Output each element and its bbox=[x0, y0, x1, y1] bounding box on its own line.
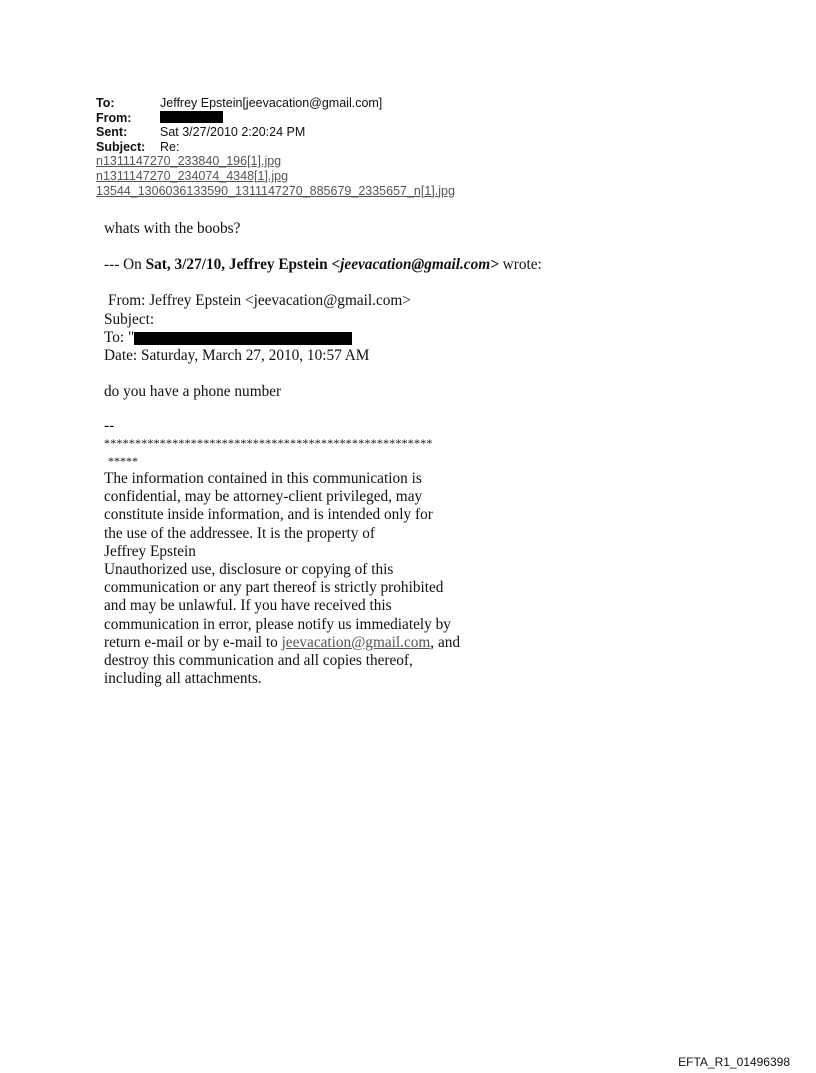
quote-from-line: From: Jeffrey Epstein <jeevacation@gmail.com> bbox=[108, 292, 411, 310]
sent-row bbox=[96, 125, 455, 140]
subject-value: Re: bbox=[160, 139, 180, 154]
email-link[interactable]: jeevacation@gmail.com bbox=[281, 633, 431, 651]
return-suffix: , and bbox=[430, 633, 461, 651]
quote-intro-email: <jeevacation@gmail.com> bbox=[331, 256, 499, 274]
attachment-link[interactable]: n1311147270_233840_196[1].jpg bbox=[96, 154, 282, 169]
from-label: From: bbox=[96, 110, 132, 125]
subject-row bbox=[96, 140, 455, 155]
reply-text: whats with the boobs? bbox=[104, 220, 241, 237]
sent-value: Sat 3/27/2010 2:20:24 PM bbox=[160, 125, 306, 140]
disclaimer-line: confidential, may be attorney-client privileged, may bbox=[104, 488, 423, 506]
quote-to-prefix: To: " bbox=[104, 328, 135, 346]
disclaimer-line: and may be unlawful. If you have received this bbox=[104, 597, 392, 615]
document-id: EFTA_R1_01496398 bbox=[678, 1055, 790, 1069]
signature-stars: ***************************************************** bbox=[104, 435, 433, 450]
closing-line: destroy this communication and all copies thereof, bbox=[104, 652, 413, 670]
quote-intro bbox=[104, 256, 704, 274]
disclaimer-line: Unauthorized use, disclosure or copying of this bbox=[104, 561, 394, 579]
quote-intro-date-author: Sat, 3/27/10, Jeffrey Epstein bbox=[145, 256, 332, 274]
disclaimer-line: communication in error, please notify us immediately by bbox=[104, 615, 451, 633]
disclaimer-return-line bbox=[104, 634, 704, 652]
quote-message: do you have a phone number bbox=[104, 383, 282, 401]
disclaimer-line: communication or any part thereof is strictly prohibited bbox=[104, 579, 444, 597]
to-redaction bbox=[134, 332, 352, 345]
sent-label: Sent: bbox=[96, 125, 128, 140]
from-row bbox=[96, 111, 455, 126]
from-redaction bbox=[160, 111, 223, 123]
attachment-link[interactable]: n1311147270_234074_4348[1].jpg bbox=[96, 168, 289, 183]
email-header bbox=[96, 96, 455, 198]
quote-date-line: Date: Saturday, March 27, 2010, 10:57 AM bbox=[104, 347, 370, 365]
disclaimer-line: The information contained in this communication is bbox=[104, 470, 422, 488]
disclaimer-line: the use of the addressee. It is the property of bbox=[104, 524, 376, 542]
closing-line: including all attachments. bbox=[104, 670, 262, 688]
signature-dashes: -- bbox=[104, 417, 115, 435]
disclaimer-line: Jeffrey Epstein bbox=[104, 542, 196, 560]
attachment-link[interactable]: 13544_1306036133590_1311147270_885679_2335657_n[1].jpg bbox=[96, 183, 455, 198]
to-value: Jeffrey Epstein[jeevacation@gmail.com] bbox=[160, 96, 383, 110]
to-label: To: bbox=[96, 96, 115, 110]
quote-subject-line: Subject: bbox=[104, 310, 155, 328]
quote-intro-prefix: --- On bbox=[104, 256, 146, 274]
subject-label: Subject: bbox=[96, 139, 146, 154]
to-row bbox=[96, 96, 455, 111]
email-body bbox=[104, 220, 704, 688]
disclaimer-line: constitute inside information, and is intended only for bbox=[104, 506, 433, 524]
return-prefix: return e-mail or by e-mail to bbox=[104, 633, 282, 651]
signature-stars-short: ***** bbox=[108, 453, 138, 468]
quote-to-line bbox=[104, 329, 704, 347]
quote-intro-suffix: wrote: bbox=[498, 256, 542, 274]
